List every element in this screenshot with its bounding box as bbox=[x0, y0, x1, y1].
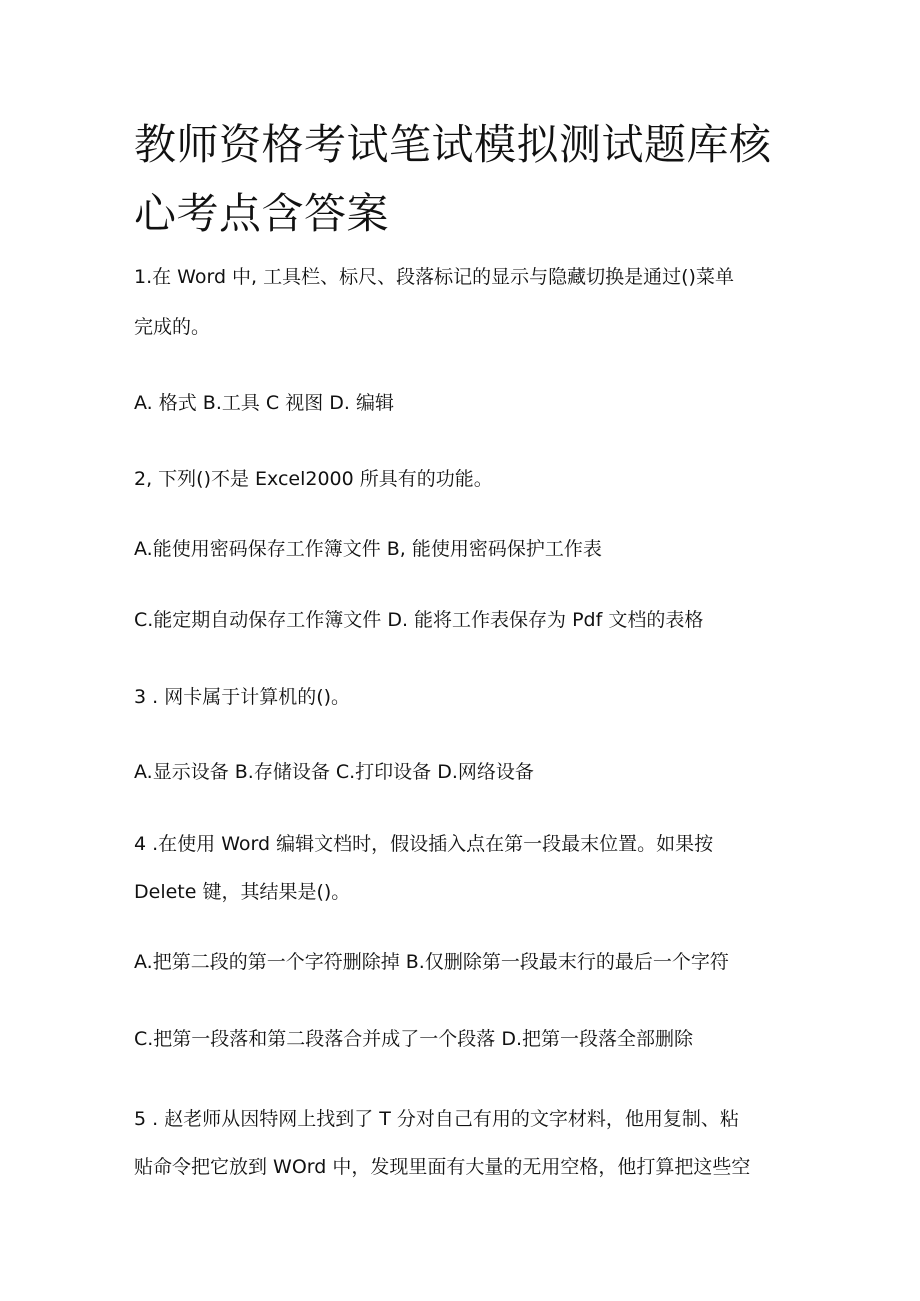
question-1-text: 1.在 Word 中, 工具栏、标尺、段落标记的显示与隐藏切换是通过()菜单 bbox=[134, 266, 734, 288]
question-4-text: 4 .在使用 Word 编辑文档时，假设插入点在第一段最末位置。如果按 bbox=[134, 833, 714, 855]
document-title-line-2: 心考点含答案 bbox=[134, 189, 390, 238]
question-2-options-cd: C.能定期自动保存工作簿文件 D. 能将工作表保存为 Pdf 文档的表格 bbox=[134, 609, 704, 631]
document-title-line-1: 教师资格考试笔试模拟测试题库核 bbox=[134, 120, 772, 169]
question-4-options-cd: C.把第一段落和第二段落合并成了一个段落 D.把第一段落全部删除 bbox=[134, 1028, 694, 1050]
question-5-text: 5 . 赵老师从因特网上找到了 T 分对自己有用的文字材料，他用复制、粘 bbox=[134, 1108, 739, 1130]
question-3-text: 3 . 网卡属于计算机的()。 bbox=[134, 686, 351, 708]
question-3-options: A.显示设备 B.存储设备 C.打印设备 D.网络设备 bbox=[134, 761, 534, 783]
question-2-text: 2, 下列()不是 Excel2000 所具有的功能。 bbox=[134, 468, 493, 490]
question-1-options: A. 格式 B.工具 C 视图 D. 编辑 bbox=[134, 392, 394, 414]
question-1-text-continued: 完成的。 bbox=[134, 316, 211, 338]
question-2-options-ab: A.能使用密码保存工作簿文件 B, 能使用密码保护工作表 bbox=[134, 538, 602, 560]
question-4-text-continued: Delete 键，其结果是()。 bbox=[134, 881, 351, 903]
question-5-text-continued: 贴命令把它放到 WOrd 中，发现里面有大量的无用空格，他打算把这些空 bbox=[134, 1156, 751, 1178]
question-4-options-ab: A.把第二段的第一个字符删除掉 B.仅删除第一段最末行的最后一个字符 bbox=[134, 951, 729, 973]
